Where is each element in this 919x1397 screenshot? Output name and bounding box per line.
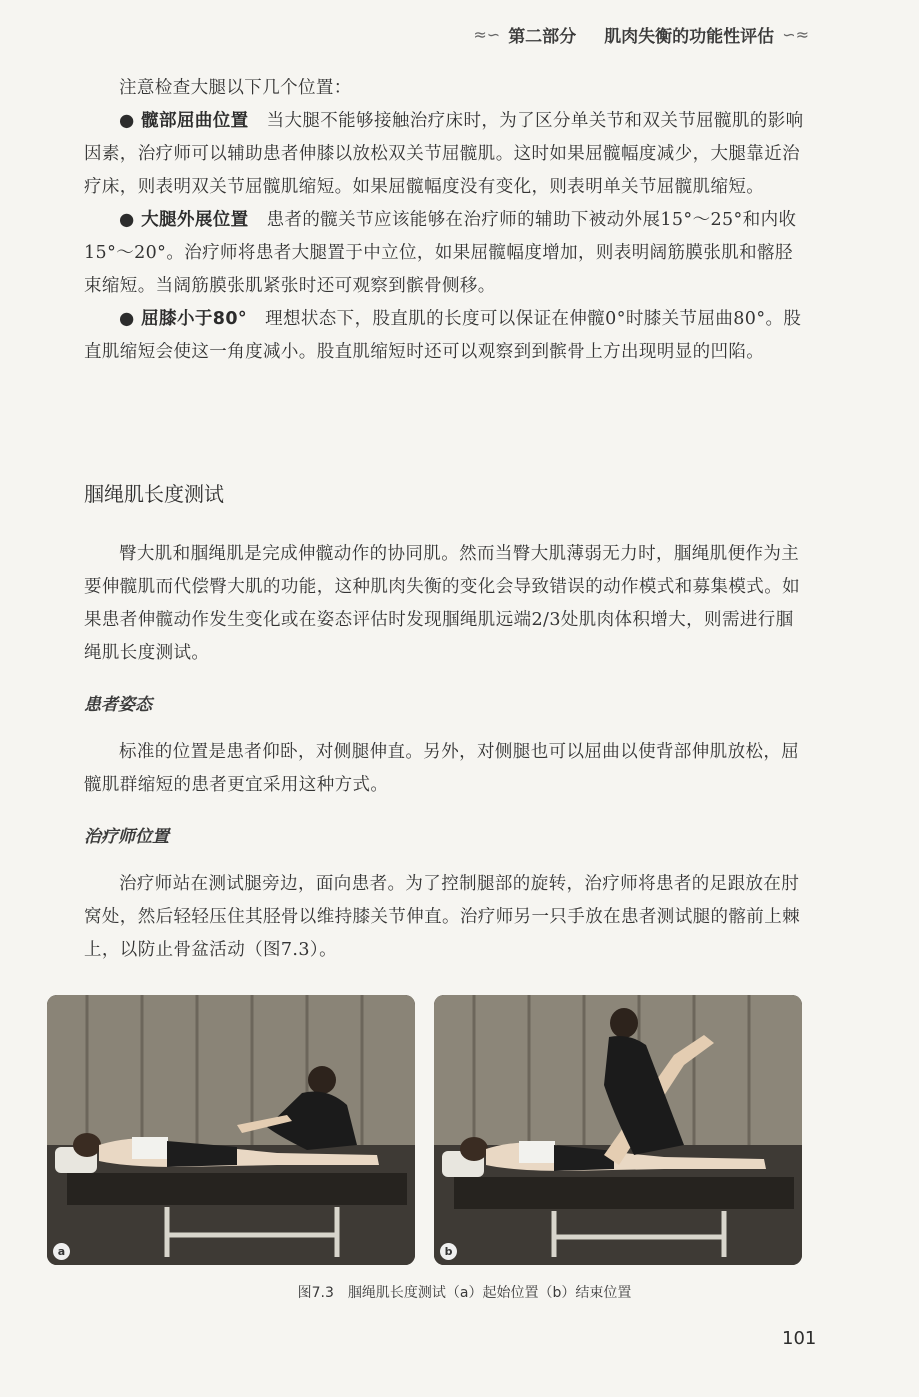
bullet-term: ● 大腿外展位置 [119,210,249,230]
bullet-knee-flexion [84,303,804,369]
bullet-text: 当大腿不能够接触治疗床时，为了区分单关节和双关节屈髋肌的影响因素，治疗师可以辅助患者伸膝以放松双关节屈髋肌。这时如果屈髋幅度减少，大腿靠近治疗床，则表明双关节屈髋肌缩短。如果屈髋幅度没有变化，则表明单关节屈髋肌缩短。 [84,111,804,197]
header-part: 第二部分 [508,27,577,47]
bullet-text: 理想状态下，股直肌的长度可以保证在伸髋0°时膝关节屈曲80°。股直肌缩短会使这一角度减小。股直肌缩短时还可以观察到到髌骨上方出现明显的凹陷。 [84,309,802,362]
therapist-body [84,868,804,967]
bullet-text: 患者的髋关节应该能够在治疗师的辅助下被动外展15°～25°和内收15°～20°。治疗师将患者大腿置于中立位，如果屈髋幅度增加，则表明阔筋膜张肌和髂胫束缩短。当阔筋膜张肌紧张时还可观察到髌骨侧移。 [84,210,797,296]
running-header [473,22,809,47]
section-paragraph: 臀大肌和腘绳肌是完成伸髋动作的协同肌。然而当臀大肌薄弱无力时，腘绳肌便作为主要伸髋肌而代偿臀大肌的功能，这种肌肉失衡的变化会导致错误的动作模式和募集模式。如果患者伸髋动作发生变化或在姿态评估时发现腘绳肌远端2/3处肌肉体积增大，则需进行腘绳肌长度测试。 [84,544,800,663]
ornament-left-icon: ≈∽ [473,25,501,44]
section-title: 腘绳肌长度测试 [84,482,224,506]
section-body [84,538,804,670]
therapist-paragraph: 治疗师站在测试腿旁边，面向患者。为了控制腿部的旋转，治疗师将患者的足跟放在肘窝处，然后轻轻压住其胫骨以维持膝关节伸直。治疗师另一只手放在患者测试腿的髂前上棘上，以防止骨盆活动（图7.3）。 [84,874,800,960]
page-number: 101 [782,1328,817,1349]
bullet-thigh-abduction [84,204,804,303]
bullet-hip-flexion [84,105,804,204]
ornament-right-icon: ∽≈ [782,25,809,44]
patient-title: 患者姿态 [84,695,152,715]
header-title: 肌肉失衡的功能性评估 [604,27,775,47]
figure-photo-b [434,995,802,1265]
intro-text: 注意检查大腿以下几个位置： [119,78,352,98]
intro-block [84,72,804,369]
patient-paragraph: 标准的位置是患者仰卧，对侧腿伸直。另外，对侧腿也可以屈曲以使背部伸肌放松，屈髋肌群缩短的患者更宜采用这种方式。 [84,742,800,795]
figure-photo-a [47,995,415,1265]
figure-label-b: b [440,1243,457,1260]
figure-caption: 图7.3 腘绳肌长度测试（a）起始位置（b）结束位置 [297,1285,632,1301]
bullet-term: ● 屈膝小于80° [119,309,248,329]
figure-label-a: a [53,1243,70,1260]
therapist-title: 治疗师位置 [84,827,169,847]
patient-body [84,736,804,802]
bullet-term: ● 髋部屈曲位置 [119,111,249,131]
